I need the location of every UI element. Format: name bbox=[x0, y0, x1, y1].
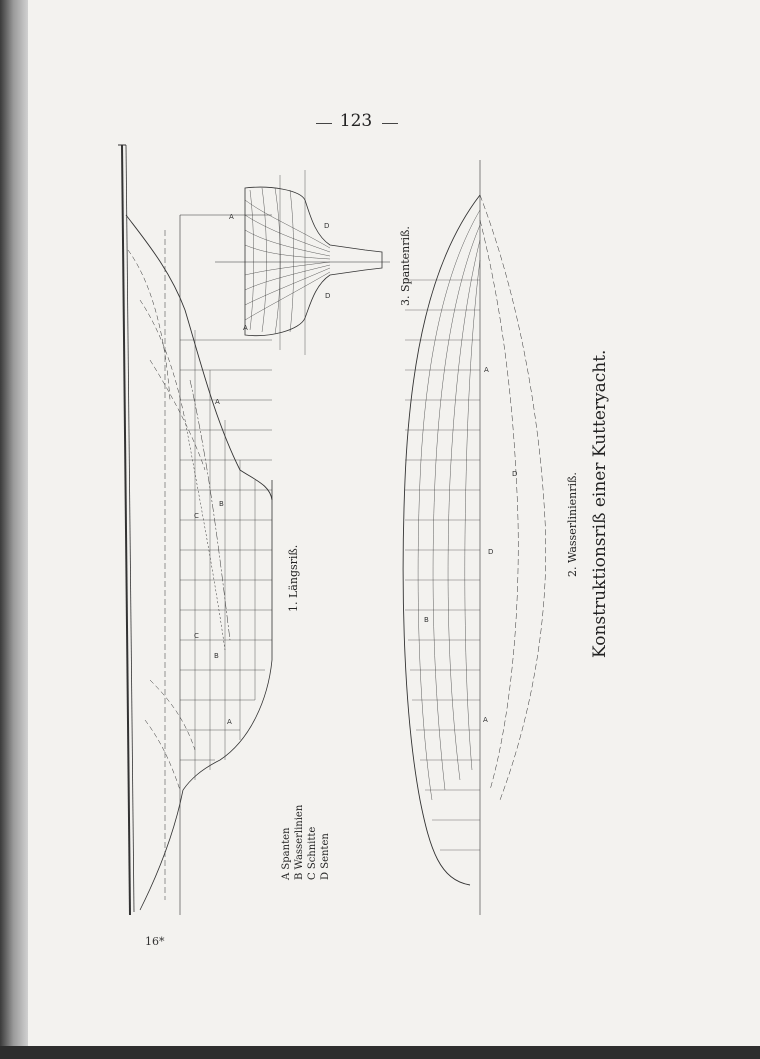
legend-item: B Wasserlinien bbox=[294, 804, 305, 880]
legend-item: A Spanten bbox=[281, 827, 292, 880]
label-profile-b2: B bbox=[214, 652, 219, 660]
page-signature: 16* bbox=[145, 935, 165, 948]
legend bbox=[280, 805, 332, 880]
label-body-a2: A bbox=[243, 324, 248, 332]
label-body-a: A bbox=[229, 213, 234, 221]
profile-drawing bbox=[118, 145, 272, 915]
legend-item: C Schnitte bbox=[307, 826, 318, 880]
label-profile-b: B bbox=[219, 500, 224, 508]
caption-body-plan: 3. Spantenriß. bbox=[399, 226, 412, 306]
label-profile-a: A bbox=[215, 398, 220, 406]
label-profile-c2: C bbox=[194, 632, 199, 640]
caption-waterlines: 2. Wasserlinienriß. bbox=[566, 472, 579, 577]
label-plan-d2: D bbox=[512, 470, 518, 478]
legend-item: D Senten bbox=[320, 833, 331, 880]
main-title: Konstruktionsriß einer Kutteryacht. bbox=[590, 349, 610, 658]
caption-profile: 1. Längsriß. bbox=[287, 544, 300, 612]
label-plan-d: D bbox=[488, 548, 494, 556]
body-plan-drawing bbox=[215, 170, 390, 355]
label-profile-a2: A bbox=[227, 718, 232, 726]
label-profile-c: C bbox=[194, 512, 199, 520]
waterline-plan-drawing bbox=[403, 160, 546, 915]
label-body-d2: D bbox=[325, 292, 331, 300]
label-body-d: D bbox=[324, 222, 330, 230]
label-plan-a2: A bbox=[483, 716, 488, 724]
label-plan-b: B bbox=[424, 616, 429, 624]
label-plan-a: A bbox=[484, 366, 489, 374]
page-number: 123 bbox=[339, 111, 373, 131]
